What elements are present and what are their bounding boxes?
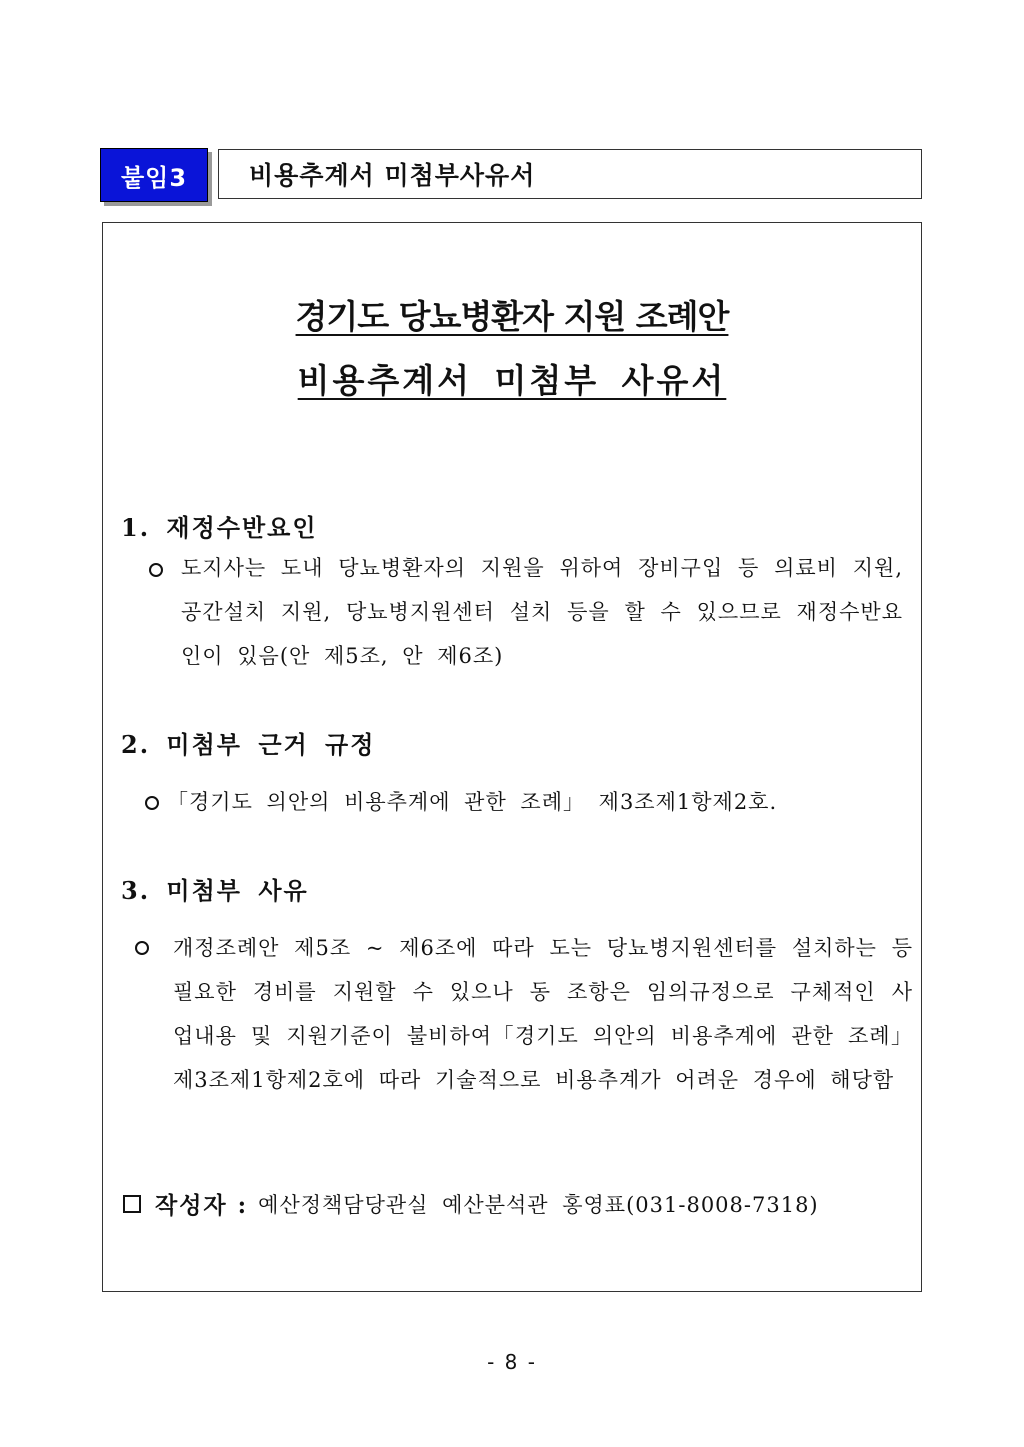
circle-bullet-icon	[135, 941, 149, 955]
section-heading-1: 1. 재정수반요인	[121, 513, 318, 542]
writer-label: 작성자 :	[155, 1192, 249, 1219]
circle-bullet-icon	[149, 563, 163, 577]
section-text-1: 도지사는 도내 당뇨병환자의 지원을 위하여 장비구입 등 의료비 지원, 공간설치 지원, 당뇨병지원센터 설치 등을 할 수 있으므로 재정수반요인이 있음(안 제5조, 안 제6조)	[181, 556, 903, 668]
section-text-3: 개정조례안 제5조 ~ 제6조에 따라 도는 당뇨병지원센터를 설치하는 등 필요한 경비를 지원할 수 있으나 동 조항은 임의규정으로 구체적인 사업내용 및 지원기준이 불비하여「경기도 의안의 비용추계에 관한 조례」제3조제1항제2호에 따라 기술적으로 비용추계가 어려운 경우에 해당함	[173, 936, 913, 1092]
document-box	[102, 222, 922, 1292]
page-number: - 8 -	[487, 1350, 537, 1374]
document-title-line1	[103, 291, 921, 338]
title-line2-text: 비용추계서 미첨부 사유서	[297, 361, 727, 400]
writer-value: 예산정책담당관실 예산분석관 홍영표(031-8008-7318)	[258, 1192, 819, 1217]
square-bullet-icon	[123, 1195, 141, 1213]
section-text-2: 「경기도 의안의 비용추계에 관한 조례」 제3조제1항제2호.	[167, 790, 778, 814]
section-heading-2: 2. 미첨부 근거 규정	[121, 730, 376, 759]
attachment-tag: 붙임3	[100, 148, 208, 202]
section-heading-3: 3. 미첨부 사유	[121, 876, 309, 905]
title-line1-text: 경기도 당뇨병환자 지원 조례안	[295, 297, 729, 336]
writer-line	[123, 1187, 819, 1220]
document-title-line2	[103, 355, 921, 402]
circle-bullet-icon	[145, 796, 159, 810]
attachment-title: 비용추계서 미첨부사유서	[218, 149, 922, 199]
